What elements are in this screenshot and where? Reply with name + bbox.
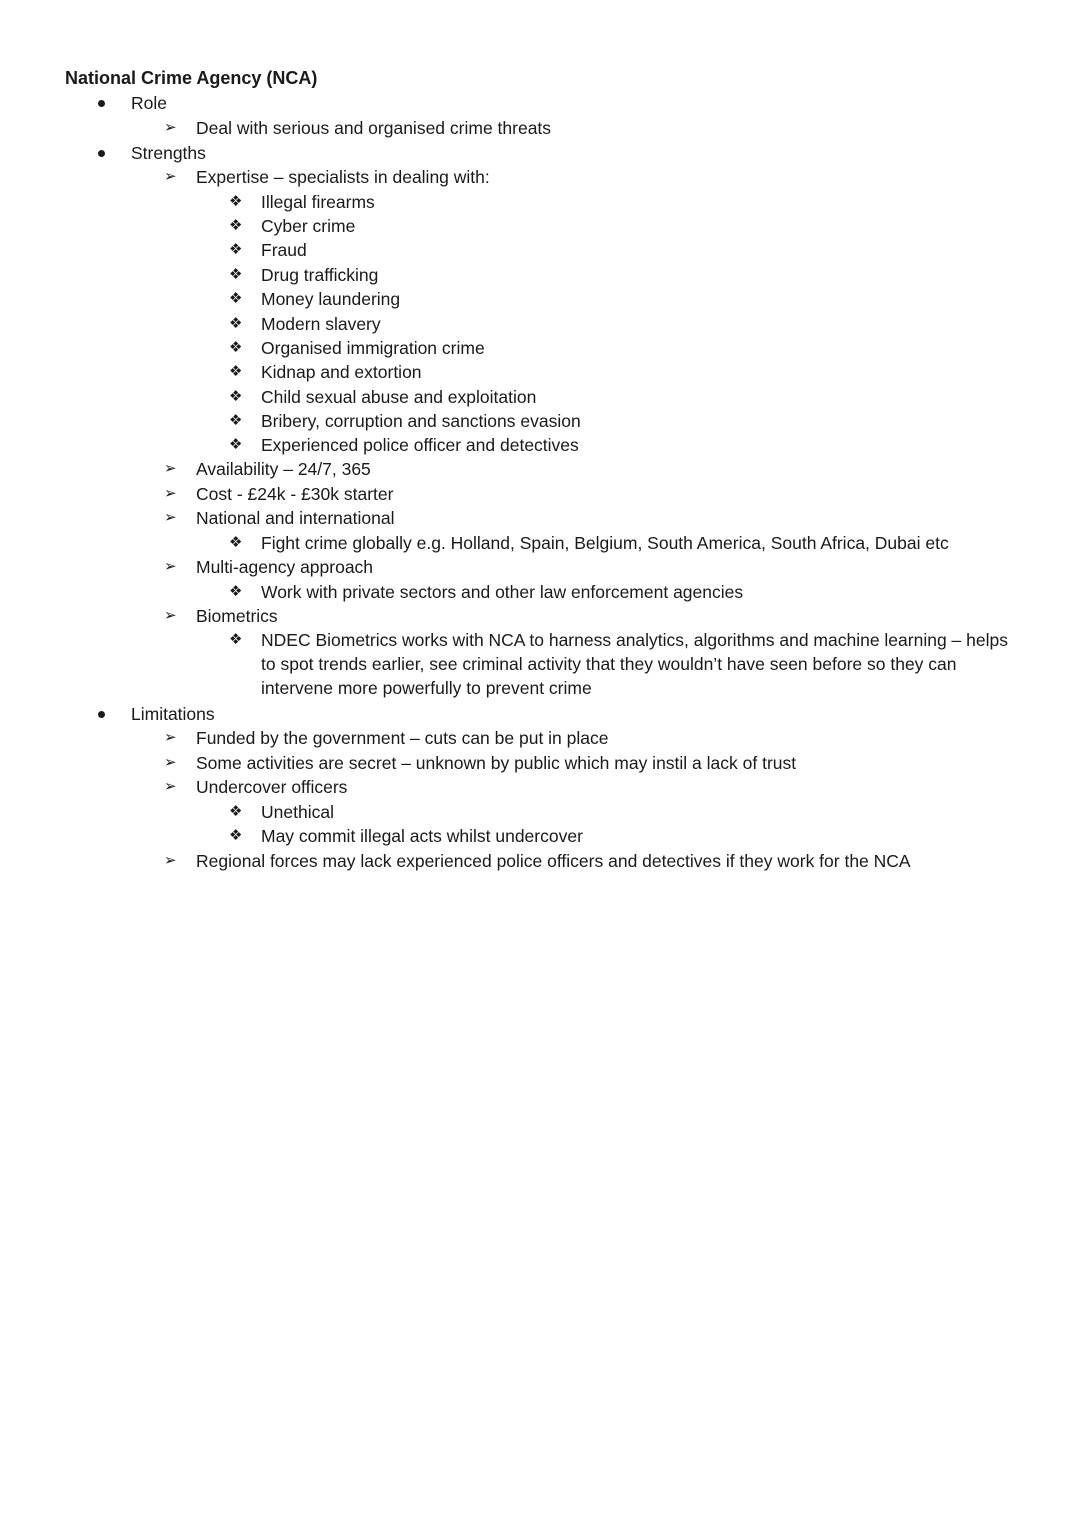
list-item: Some activities are secret – unknown by public which may instil a lack of trust — [196, 753, 797, 773]
diamond-bullet-icon: ❖ — [229, 388, 243, 405]
list-item: NDEC Biometrics works with NCA to harness analytics, algorithms and machine learning – helps to spot trends earlier, see criminal activity that they wouldn’t have seen before so they can intervene more powerfully to prevent crime — [261, 630, 1008, 698]
list-item: Money laundering — [261, 289, 401, 309]
diamond-bullet-icon: ❖ — [229, 241, 243, 258]
diamond-bullet-icon: ❖ — [229, 363, 243, 380]
list-item: Availability – 24/7, 365 — [196, 459, 371, 479]
list-item: Fight crime globally e.g. Holland, Spain, Belgium, South America, South Africa, Dubai etc — [261, 533, 949, 553]
list-item: Expertise – specialists in dealing with: — [196, 167, 490, 187]
diamond-bullet-icon: ❖ — [229, 290, 243, 307]
diamond-bullet-icon: ❖ — [229, 412, 243, 429]
list-item: Funded by the government – cuts can be put in place — [196, 728, 609, 748]
diamond-bullet-icon: ❖ — [229, 631, 243, 648]
arrow-bullet-icon: ➢ — [164, 509, 177, 526]
list-item: Fraud — [261, 240, 307, 260]
list-item: Cyber crime — [261, 216, 356, 236]
diamond-bullet-icon: ❖ — [229, 583, 243, 600]
list-item: Cost - £24k - £30k starter — [196, 484, 394, 504]
arrow-bullet-icon: ➢ — [164, 754, 177, 771]
bullet-dot-icon — [98, 711, 105, 718]
bullet-dot-icon — [98, 100, 105, 107]
list-item: Deal with serious and organised crime threats — [196, 118, 552, 138]
list-item: Drug trafficking — [261, 265, 379, 285]
section-heading-role: Role — [131, 93, 167, 113]
arrow-bullet-icon: ➢ — [164, 119, 177, 136]
bullet-dot-icon — [98, 150, 105, 157]
list-item: Multi-agency approach — [196, 557, 374, 577]
list-item: Modern slavery — [261, 314, 381, 334]
diamond-bullet-icon: ❖ — [229, 217, 243, 234]
list-item: Kidnap and extortion — [261, 362, 422, 382]
diamond-bullet-icon: ❖ — [229, 193, 243, 210]
list-item: Unethical — [261, 802, 334, 822]
diamond-bullet-icon: ❖ — [229, 339, 243, 356]
diamond-bullet-icon: ❖ — [229, 803, 243, 820]
list-item: Regional forces may lack experienced police officers and detectives if they work for the NCA — [196, 851, 911, 871]
arrow-bullet-icon: ➢ — [164, 607, 177, 624]
arrow-bullet-icon: ➢ — [164, 558, 177, 575]
arrow-bullet-icon: ➢ — [164, 729, 177, 746]
list-item: Organised immigration crime — [261, 338, 485, 358]
list-item: Illegal firearms — [261, 192, 375, 212]
diamond-bullet-icon: ❖ — [229, 266, 243, 283]
arrow-bullet-icon: ➢ — [164, 460, 177, 477]
list-item: Undercover officers — [196, 777, 348, 797]
section-heading-strengths: Strengths — [131, 143, 206, 163]
diamond-bullet-icon: ❖ — [229, 827, 243, 844]
list-item: Experienced police officer and detectives — [261, 435, 579, 455]
arrow-bullet-icon: ➢ — [164, 168, 177, 185]
document-title: National Crime Agency (NCA) — [65, 68, 318, 88]
diamond-bullet-icon: ❖ — [229, 436, 243, 453]
list-item: National and international — [196, 508, 395, 528]
diamond-bullet-icon: ❖ — [229, 315, 243, 332]
list-item: Bribery, corruption and sanctions evasion — [261, 411, 581, 431]
list-item: Biometrics — [196, 606, 278, 626]
diamond-bullet-icon: ❖ — [229, 534, 243, 551]
list-item: Child sexual abuse and exploitation — [261, 387, 537, 407]
list-item: May commit illegal acts whilst undercover — [261, 826, 583, 846]
arrow-bullet-icon: ➢ — [164, 778, 177, 795]
list-item: Work with private sectors and other law enforcement agencies — [261, 582, 744, 602]
arrow-bullet-icon: ➢ — [164, 852, 177, 869]
arrow-bullet-icon: ➢ — [164, 485, 177, 502]
section-heading-limitations: Limitations — [131, 704, 215, 724]
